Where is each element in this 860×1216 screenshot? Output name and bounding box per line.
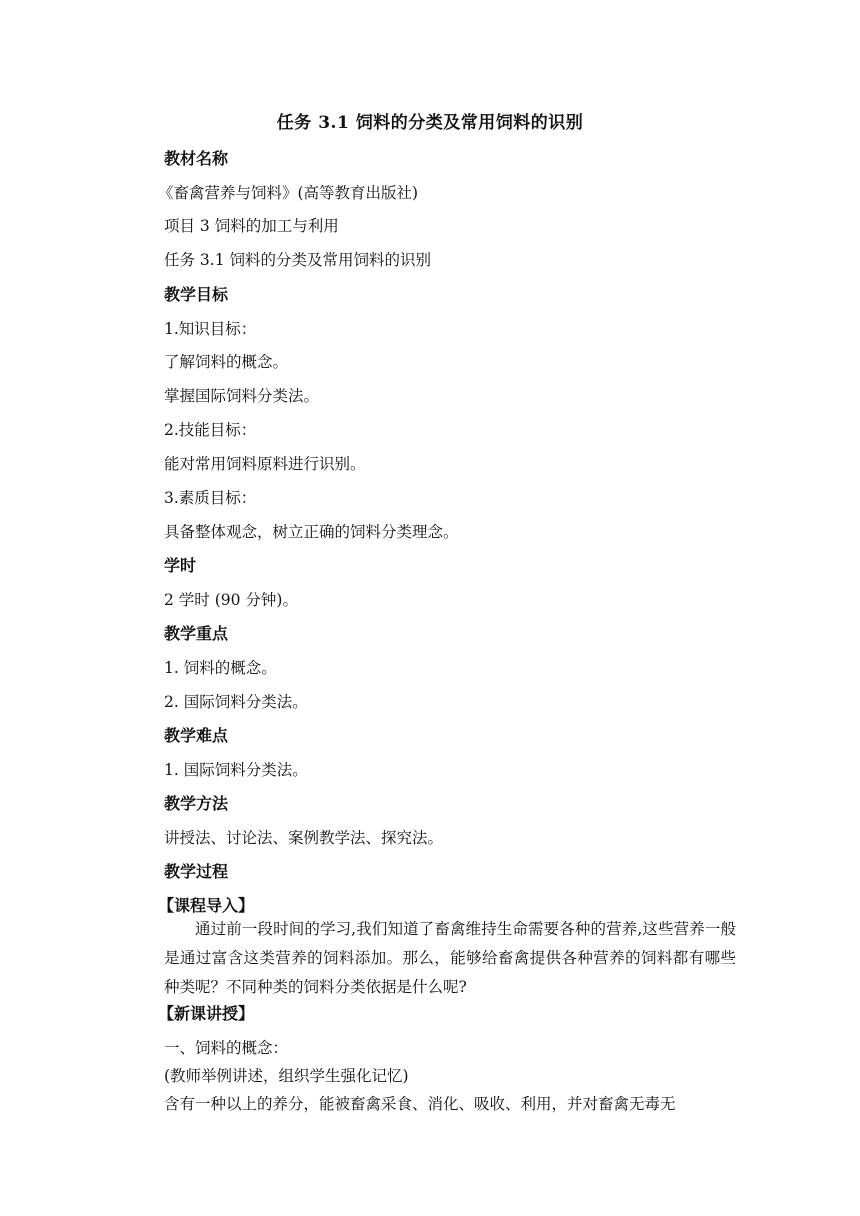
concept-heading: 一、饲料的概念： [164,1039,289,1057]
objective-line: 具备整体观念，树立正确的饲料分类理念。 [164,523,459,541]
process-heading: 教学过程 [164,862,229,881]
objective-line: 能对常用饲料原料进行识别。 [164,455,366,473]
project-line: 项目 3 饲料的加工与利用 [164,217,339,235]
objective-line: 2.技能目标： [164,421,257,439]
difficulties-heading: 教学难点 [164,726,229,745]
new-lesson-heading: 【新课讲授】 [158,1004,255,1023]
page-title: 任务 3.1 饲料的分类及常用饲料的识别 [276,113,584,133]
methods-heading: 教学方法 [164,794,229,813]
definition-line: 含有一种以上的养分，能被畜禽采食、消化、吸收、利用，并对畜禽无毒无 [164,1095,676,1113]
objectives-heading: 教学目标 [164,285,229,304]
intro-paragraph: 通过前一段时间的学习,我们知道了畜禽维持生命需要各种的营养,这些营养一般是通过富含这类营养的饲料添加。那么，能够给畜禽提供各种营养的饲料都有哪些种类呢？不同种类的饲料分类依据是什么呢? [164,920,736,996]
teacher-note: (教师举例讲述，组织学生强化记忆) [164,1067,409,1085]
key-point-item: 2. 国际饲料分类法。 [164,693,308,711]
textbook-name-line: 《畜禽营养与饲料》(高等教育出版社) [158,184,419,202]
hours-line: 2 学时 (90 分钟)。 [164,591,298,609]
key-points-heading: 教学重点 [164,624,229,643]
objective-line: 3.素质目标： [164,489,257,507]
objective-line: 1.知识目标： [164,320,257,338]
textbook-heading: 教材名称 [164,149,229,168]
hours-heading: 学时 [164,556,197,575]
key-point-item: 1. 饲料的概念。 [164,659,277,677]
objective-line: 了解饲料的概念。 [164,353,289,371]
difficulty-item: 1. 国际饲料分类法。 [164,761,308,779]
intro-heading: 【课程导入】 [158,896,255,915]
objective-line: 掌握国际饲料分类法。 [164,387,320,405]
methods-line: 讲授法、讨论法、案例教学法、探究法。 [164,829,444,847]
task-line: 任务 3.1 饲料的分类及常用饲料的识别 [164,251,432,269]
